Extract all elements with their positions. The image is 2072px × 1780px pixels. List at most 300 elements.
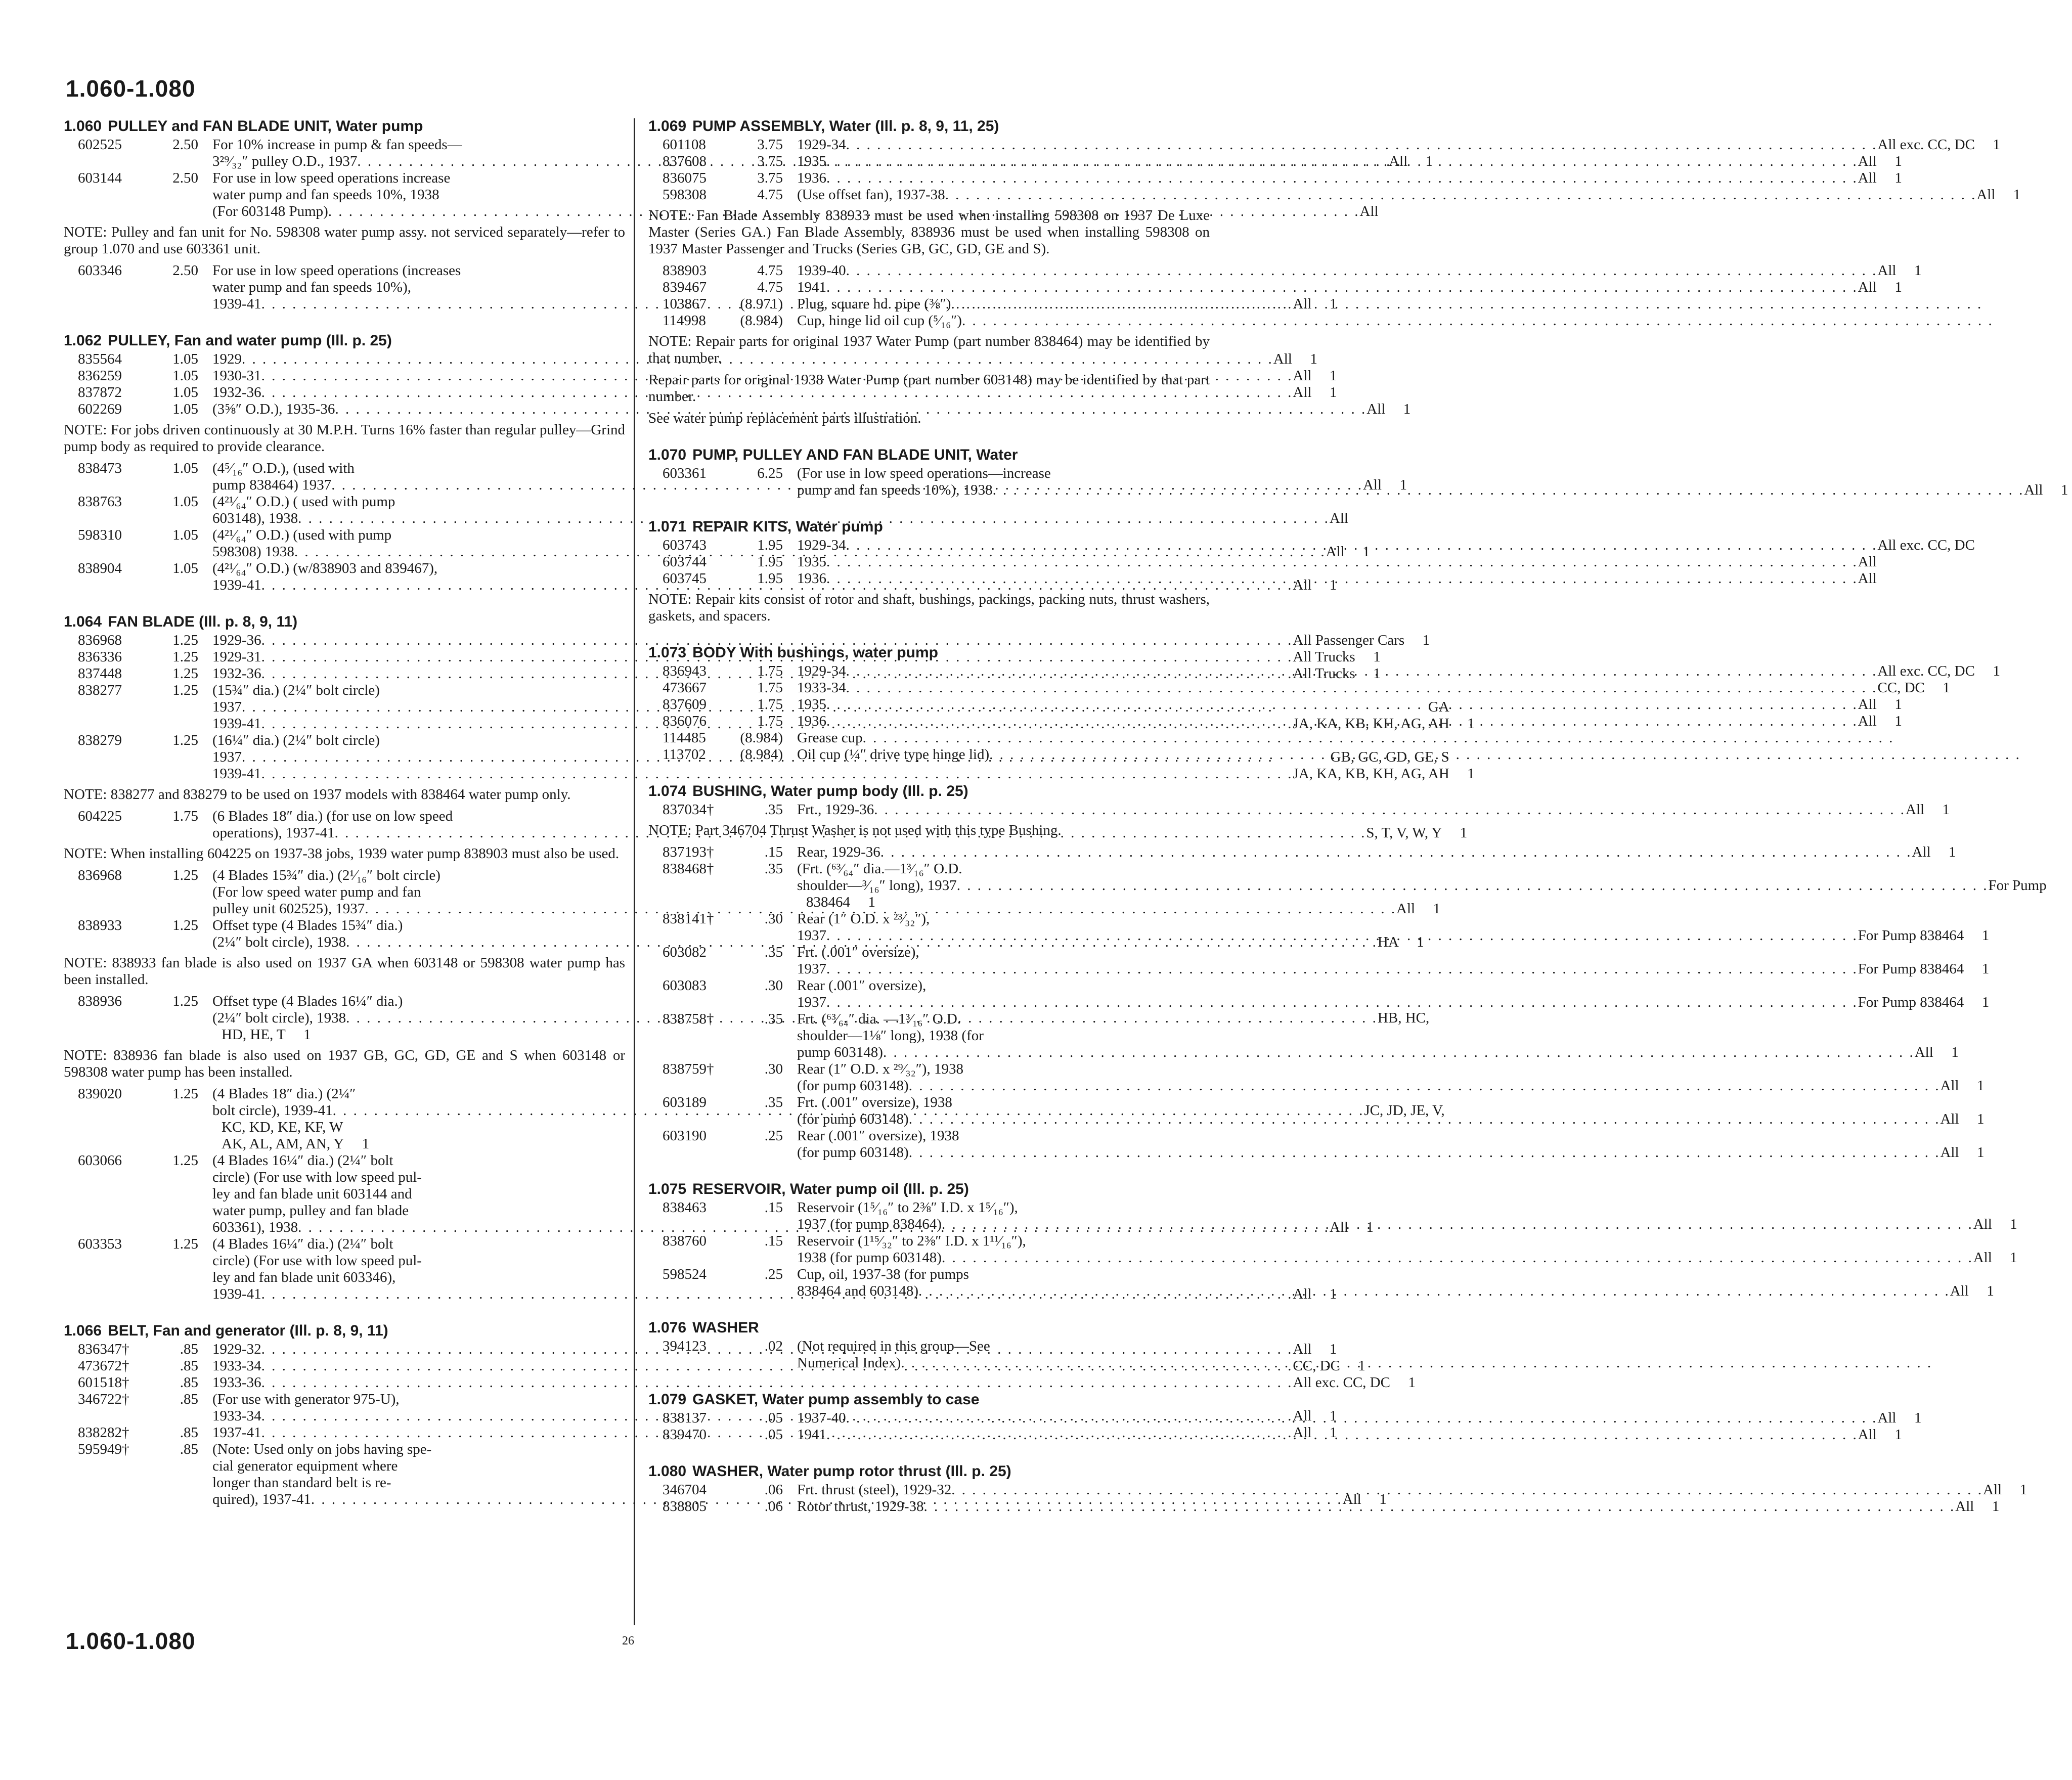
quantity: 1 [1977,1111,1985,1127]
line-text: 1937-41 [212,1425,261,1441]
part-entry [648,680,1950,696]
quantity: 1 [1358,1358,1365,1374]
section-title-text: PULLEY, Fan and water pump (Ill. p. 25) [108,332,392,349]
part-number: 346722† [78,1391,129,1407]
leader-dots [826,279,1858,296]
part-description [797,465,2068,499]
line-text: 1929-34 [797,537,846,553]
part-number: 839467 [663,279,707,295]
part-number: 113702 [663,746,706,763]
section-number: 1.071 [648,518,687,535]
part-price: 1.75 [757,696,783,713]
line-text: 1930-31 [212,368,261,384]
line-text: 1938 (for pump 603148) [797,1250,942,1266]
quantity: 1 [1329,1341,1337,1357]
part-entry [648,1482,2027,1498]
applies-to: All exc. CC, DC [1293,1374,1390,1391]
part-entry [648,1128,1985,1161]
applies-to: All [1940,1111,1959,1127]
section-number: 1.064 [64,613,102,630]
part-entry [648,1061,1985,1094]
catalog-section [648,518,1975,625]
description-line [797,861,2072,877]
applies-to: S, T, V, W, Y [1366,825,1442,841]
applies-to: HB, HC, [1377,1010,1430,1026]
description-line [797,570,1902,587]
leader-dots [951,1482,1983,1498]
leader-dots [826,170,1858,187]
part-number: 473672† [78,1358,129,1374]
part-description [797,1199,2017,1233]
part-description [797,1011,1959,1061]
line-text: 603361), 1938 [212,1219,298,1235]
applies-to: All [1858,153,1877,169]
line-text: (For 603148 Pump) [212,203,328,219]
description-line [797,1199,2017,1216]
line-text: Frt. (.001″ oversize), 1938 [797,1094,952,1110]
applies-to: All [1359,203,1379,219]
quantity: 1 [1467,766,1475,782]
section-number: 1.080 [648,1463,687,1480]
part-entry [648,537,1975,554]
section-number: 1.066 [64,1322,102,1339]
line-text: pump and fan speeds 10%), 1938 [797,482,993,498]
line-text: 1929-34 [797,137,846,153]
section-title [648,518,1210,536]
applies-to: All [1326,544,1345,560]
leader-dots [951,296,1982,313]
line-text: 598308) 1938 [212,544,294,560]
line-text: 1937 [212,699,242,715]
part-description [797,730,1919,746]
description-line [797,313,2019,329]
quantity: 1 [2019,1482,2027,1498]
line-text: shoulder—1⅛″ long), 1938 (for [797,1028,984,1044]
part-number: 837034† [663,802,714,818]
quantity: 1 [1942,802,1950,818]
applies-to: All [1950,1283,1969,1299]
description-line [797,894,2072,911]
part-description [797,911,1989,944]
part-price: .85 [180,1374,198,1391]
part-number: 473667 [663,680,707,696]
part-description [797,187,2020,203]
line-text: Rear (1″ O.D. x ²³⁄₃₂″), [797,911,930,927]
section-title [648,446,1210,464]
part-description [797,153,1902,170]
description-line [797,1482,2027,1498]
quantity: 1 [2060,482,2068,498]
applies-to: All [1389,153,1408,169]
line-text: water pump, pulley and fan blade [212,1203,409,1219]
applies-to: KC, KD, KE, KF, W [222,1119,343,1135]
line-text: 1935 [797,153,826,169]
part-description [797,696,1902,713]
leader-dots [863,730,1894,746]
section-title [648,1319,1210,1337]
line-text: Cup, hinge lid oil cup (⁵⁄₁₆″) [797,313,962,329]
part-entry [648,570,1877,587]
line-text: 1939-41 [212,1286,261,1302]
part-number: 602269 [78,401,122,417]
leader-dots [846,262,1878,279]
part-number: 839470 [663,1427,707,1443]
part-number: 838936 [78,993,122,1009]
line-text: Rear (.001″ oversize), [797,977,927,994]
part-price: 4.75 [757,187,783,203]
description-line [797,1338,1958,1355]
part-number: 598524 [663,1266,707,1282]
part-number: 838805 [663,1498,707,1515]
leader-dots [826,1427,1858,1443]
part-number: 601518† [78,1374,129,1391]
applies-to: All [1293,1286,1312,1302]
line-text: Reservoir (1¹⁵⁄₃₂″ to 2⅜″ I.D. x 1¹¹⁄₁₆″), [797,1233,1026,1249]
part-price: .25 [764,1266,783,1282]
part-number: 837193† [663,844,714,860]
part-entry [648,977,1990,1011]
line-text: pump 603148) [797,1044,883,1060]
part-number: 837608 [663,153,707,169]
quantity: 1 [1981,927,1990,944]
part-price: (8.984) [740,746,783,763]
line-text: operations), 1937-41 [212,825,335,841]
part-number: 836968 [78,632,122,648]
line-text: 3²⁹⁄₃₂″ pulley O.D., 1937 [212,153,358,169]
line-text: (for pump 603148) [797,1078,909,1094]
leader-dots [993,482,2024,499]
section-number: 1.070 [648,447,687,463]
line-text: circle) (For use with low speed pul- [212,1169,422,1185]
part-description [797,746,2046,763]
part-entry [64,351,1317,368]
leader-dots [846,663,1878,680]
part-number: 837872 [78,384,122,401]
part-price: 4.75 [757,279,783,295]
page-header-group-range: 1.060-1.080 [66,75,196,102]
line-text: 1937 [797,961,826,977]
part-description [797,977,1989,1011]
description-line [797,680,1950,696]
leader-dots [826,554,1858,570]
section-number: 1.075 [648,1181,687,1197]
line-text: 1936 [797,170,826,186]
description-line [797,1427,1902,1443]
part-entry [648,1427,1902,1443]
part-number: 836943 [663,663,707,679]
part-description [797,170,1902,187]
leader-dots [826,153,1858,170]
part-number: 838759† [663,1061,714,1077]
catalog-note: NOTE: Repair parts for original 1937 Water Pump (part number 838464) may be identified by that number. [648,333,1210,366]
catalog-note: NOTE: 838933 fan blade is also used on 1937 GA when 603148 or 598308 water pump has been installed. [64,955,625,988]
part-number: 838277 [78,682,122,698]
applies-to: JA, KA, KB, KH, AG, AH [1293,766,1449,782]
applies-to: All Trucks [1293,665,1355,682]
applies-to: All [1293,1341,1312,1357]
part-entry [648,1266,1994,1300]
line-text: Rear, 1929-36 [797,844,880,860]
part-price: 3.75 [757,153,783,169]
quantity: 1 [1467,716,1475,732]
part-entry [648,1498,2000,1515]
part-price: 1.25 [172,1152,198,1169]
section-title [64,117,625,136]
quantity: 1 [1417,934,1424,950]
part-number: 603144 [78,170,122,186]
quantity: 1 [1914,262,1922,279]
quantity: 1 [1460,825,1468,841]
part-entry [648,802,1950,818]
leader-dots [826,927,1858,944]
section-title-text: PULLEY and FAN BLADE UNIT, Water pump [108,118,423,135]
quantity: 1 [1993,137,2000,153]
quantity: 1 [1433,901,1441,917]
part-number: 603346 [78,262,122,279]
quantity: 1 [1894,170,1902,186]
line-text: water pump and fan speeds 10%), [212,279,411,295]
description-line [797,977,1989,994]
quantity: 1 [1981,961,1990,977]
page-footer-group-range: 1.060-1.080 [66,1628,196,1654]
quantity: 1 [1373,665,1381,682]
line-text: 1932-36 [212,665,261,682]
part-number: 114485 [663,730,706,746]
section-number: 1.073 [648,644,687,661]
leader-dots [880,844,1912,861]
line-text: 1937 [797,994,826,1010]
line-text: 1941 [797,279,826,295]
leader-dots [901,1355,1932,1371]
part-number: 836259 [78,368,122,384]
applies-to: All [1342,1491,1361,1507]
page-number: 26 [622,1634,634,1648]
quantity: 1 [1992,1498,2000,1515]
part-description [797,1266,1994,1300]
description-line [797,696,1902,713]
part-description [797,1410,1921,1427]
applies-to: CC, DC [1877,680,1925,696]
line-text: 1935 [797,696,826,713]
catalog-note: NOTE: 838936 fan blade is also used on 1937 GB, GC, GD, GE and S when 603148 or 598308 water pump has been installed. [64,1047,625,1080]
line-text: 1929-32 [212,1341,261,1357]
description-line [797,1233,2017,1250]
applies-to: All [1329,1219,1348,1235]
line-text: 1937-40 [797,1410,846,1426]
leader-dots [909,1144,1941,1161]
leader-dots [846,537,1878,554]
line-text: Oil cup (¼″ drive type hinge lid) [797,746,990,763]
section-title-text: BUSHING, Water pump body (Ill. p. 25) [692,783,968,799]
description-line [797,1128,1985,1144]
section-title [64,613,625,631]
applies-to: All exc. CC, DC [1877,663,1975,679]
part-price: 1.95 [757,554,783,570]
quantity: 1 [1310,351,1317,367]
catalog-section [648,1462,2027,1515]
part-number: 836075 [663,170,707,186]
part-number: 837448 [78,665,122,682]
part-price: .15 [764,844,783,860]
catalog-note: NOTE: Pulley and fan unit for No. 598308 water pump assy. not serviced separately—refer to group 1.070 and use 603361 unit. [64,224,625,257]
quantity: 1 [1408,1374,1416,1391]
applies-to: All [1940,1078,1959,1094]
applies-to: For Pump 838464 [1858,994,1964,1010]
quantity: 1 [1914,1410,1922,1426]
line-text: 1937 [212,749,242,765]
description-line [797,296,2008,313]
line-text: (For use with generator 975-U), [212,1391,400,1407]
description-line [797,1283,1994,1300]
part-number: 601108 [663,137,706,153]
leader-dots [989,746,2021,763]
section-number: 1.062 [64,332,102,349]
line-text: 1936 [797,570,826,587]
part-price: 1.05 [172,351,198,367]
catalog-section [648,117,2021,427]
section-number: 1.074 [648,783,687,799]
leader-dots [909,1111,1941,1128]
part-number: 603743 [663,537,707,553]
applies-to: For Pump 838464 [1858,927,1964,944]
description-line [797,1410,1921,1427]
quantity: 1 [1981,994,1990,1010]
part-price: 1.25 [172,649,198,665]
line-text: 1939-41 [212,716,261,732]
section-title-text: REPAIR KITS, Water pump [692,518,883,535]
line-text: Frt., 1929-36 [797,802,874,818]
description-line [797,994,1989,1011]
part-number: 603083 [663,977,707,994]
part-price: 1.25 [172,917,198,933]
applies-to: All [1973,1250,1992,1266]
part-price: 1.75 [757,680,783,696]
quantity: 1 [1894,279,1902,295]
part-price: .35 [764,944,783,960]
line-text: (3⅝″ O.D.), 1935-36 [212,401,335,417]
applies-to: All [2024,482,2043,498]
quantity: 1 [1362,544,1370,560]
description-line [797,170,1902,187]
part-number: 838473 [78,460,122,476]
catalog-note: NOTE: Fan Blade Assembly 838933 must be used when installing 598308 on 1937 De Luxe Master (Series GA.) Fan Blade Assembly, 838936 must be used when installing 598308 on 1937 Master Passenger and Trucks (Series GB, GC, GD, GE and S). [648,207,1210,257]
quantity: 1 [1329,1286,1337,1302]
section-title-text: BELT, Fan and generator (Ill. p. 8, 9, 11) [108,1322,388,1339]
catalog-note: NOTE: 838277 and 838279 to be used on 1937 models with 838464 water pump only. [64,786,571,803]
description-line [797,1144,1985,1161]
applies-to: All [1329,510,1348,526]
quantity: 1 [1943,680,1950,696]
leader-dots [874,802,1906,818]
part-price: .05 [764,1427,783,1443]
part-price: .30 [764,977,783,994]
part-number: 604225 [78,808,122,824]
applies-to: All Passenger Cars [1293,632,1405,648]
line-text: pulley unit 602525), 1937 [212,901,365,917]
section-title-text: WASHER, Water pump rotor thrust (Ill. p. 25) [692,1463,1011,1480]
quantity: 1 [2010,1250,2017,1266]
part-number: 838463 [663,1199,707,1216]
leader-dots [826,713,1858,730]
description-line [797,1061,1985,1078]
description-line [797,1355,1958,1371]
part-number: 603744 [663,554,707,570]
part-number: 394123 [663,1338,707,1354]
description-line [797,961,1989,977]
part-number: 836968 [78,867,122,883]
part-number: 838279 [78,732,122,748]
line-text: shoulder—³⁄₁₆″ long), 1937 [797,877,957,894]
applies-to: All [1293,296,1312,312]
line-text: (4 Blades 16¼″ dia.) (2¼″ bolt [212,1152,393,1169]
applies-to: JC, JD, JE, V, [1364,1102,1445,1119]
part-description [797,1338,1958,1371]
line-text: 1932-36 [212,384,261,401]
description-line [797,465,2068,482]
quantity: 1 [1894,1427,1902,1443]
part-price: 3.75 [757,137,783,153]
part-price: .05 [764,1410,783,1426]
part-number: 838933 [78,917,122,933]
part-description [797,296,2008,313]
leader-dots [924,1498,1956,1515]
part-price: (8.984) [740,730,783,746]
applies-to: All [1858,170,1877,186]
section-number: 1.060 [64,118,102,135]
part-entry [648,1338,1210,1371]
leader-dots [918,1283,1950,1300]
section-title-text: PUMP, PULLEY AND FAN BLADE UNIT, Water [692,447,1018,463]
quantity: 1 [1977,1078,1985,1094]
part-price: 1.95 [757,570,783,587]
applies-to: All [1973,1216,1992,1232]
part-price: .85 [180,1441,198,1457]
part-price: 1.05 [172,560,198,576]
applies-to: All [1366,401,1386,417]
quantity: 1 [1949,844,1956,860]
leader-dots [909,1078,1941,1094]
part-price: (8.984) [740,313,783,329]
applies-to: All [1858,1427,1877,1443]
part-entry [648,465,2068,499]
part-number: 839020 [78,1086,122,1102]
section-title [648,644,1210,662]
part-description [797,262,1921,279]
part-entry [64,632,1430,649]
line-text: 1941 [797,1427,826,1443]
line-text: For use in low speed operations increase [212,170,451,186]
description-line [797,713,1902,730]
description-line [797,1011,1959,1028]
part-description [797,713,1902,730]
description-line [797,927,1989,944]
line-text: (Note: Used only on jobs having spe- [212,1441,432,1457]
part-number: 603082 [663,944,707,960]
description-line [797,1111,1985,1128]
quantity: 1 [1977,1144,1985,1161]
line-text: (For use in low speed operations—increase [797,465,1051,481]
quantity: 1 [1379,1491,1387,1507]
part-price: 1.75 [757,663,783,679]
part-price: 1.05 [172,368,198,384]
part-price: 1.05 [172,460,198,476]
part-description [797,1128,1985,1161]
part-number: 838468† [663,861,714,877]
line-text: 1929-34 [797,663,846,679]
part-description [797,137,2000,153]
part-description [797,1094,1985,1128]
part-price: 1.25 [172,632,198,648]
